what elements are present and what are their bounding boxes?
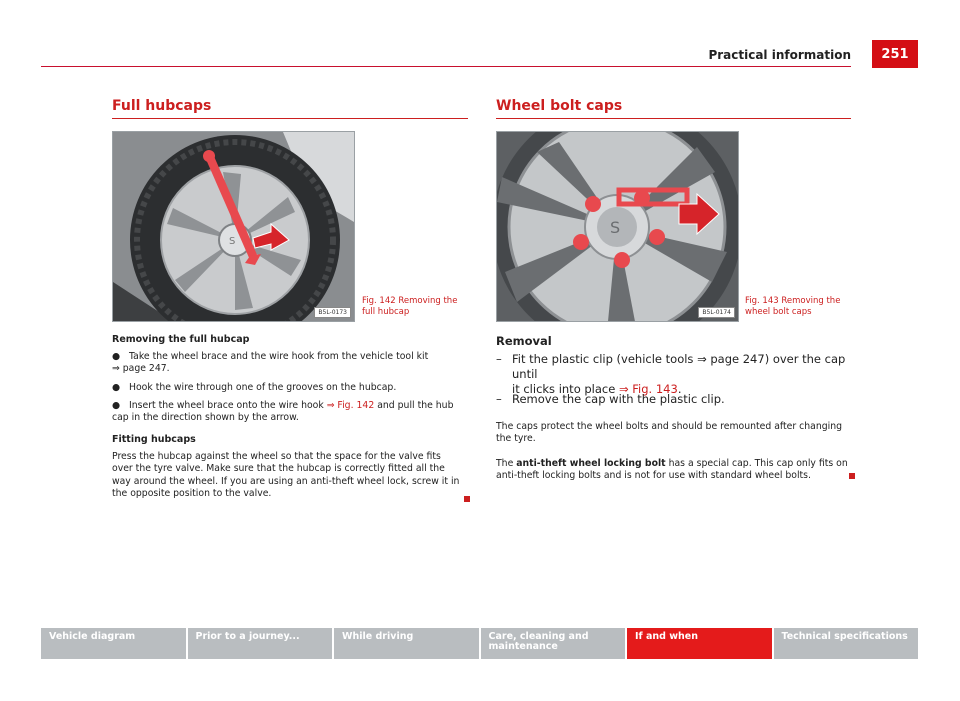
- step-dash: –: [496, 392, 502, 406]
- fitting-hubcaps-text: Press the hubcap against the wheel so that the space for the valve fits over the tyre valve. Make sure that the hubcap is correctly fitted all the way around the wheel. If you are using an anti-theft wheel lock, screw it in the opposite position to the valve.: [112, 451, 460, 500]
- bullet-icon: ●: [112, 382, 121, 393]
- hubcap-illustration: [113, 132, 354, 321]
- nav-tab-while-driving[interactable]: While driving: [334, 628, 479, 659]
- step-item: – Remove the cap with the plastic clip.: [496, 392, 725, 406]
- figure-reference-link[interactable]: ⇒ Fig. 142: [326, 400, 375, 411]
- section-end-mark: [849, 473, 855, 479]
- nav-tab-care-cleaning[interactable]: Care, cleaning and maintenance: [481, 628, 626, 659]
- header-rule: [41, 66, 851, 67]
- figure-143-caption: Fig. 143 Removing the wheel bolt caps: [745, 296, 841, 317]
- nav-tab-vehicle-diagram[interactable]: Vehicle diagram: [41, 628, 186, 659]
- svg-text:S: S: [229, 236, 236, 247]
- section-end-mark: [464, 496, 470, 502]
- fitting-hubcaps-heading: Fitting hubcaps: [112, 434, 196, 445]
- nav-tab-if-and-when[interactable]: If and when: [627, 628, 772, 659]
- chapter-navigation-bar: [41, 628, 918, 659]
- section-rule: [112, 118, 468, 119]
- removing-hubcap-heading: Removing the full hubcap: [112, 334, 250, 345]
- figure-code: B5L-0174: [698, 307, 735, 318]
- figure-reference-link[interactable]: ⇒ Fig. 143: [618, 382, 678, 396]
- step-item: – Fit the plastic clip (vehicle tools ⇒ page 247) over the cap until it clicks into place ⇒ Fig. 143.: [496, 352, 846, 396]
- figure-code: B5L-0173: [314, 307, 351, 318]
- section-rule: [496, 118, 851, 119]
- section-title-full-hubcaps: Full hubcaps: [112, 98, 212, 114]
- bullet-icon: ●: [112, 351, 121, 362]
- removal-heading: Removal: [496, 334, 552, 348]
- page-number: 251: [872, 40, 918, 68]
- bolt-cap-illustration: [497, 132, 738, 321]
- bullet-icon: ●: [112, 400, 121, 411]
- figure-142-caption: Fig. 142 Removing the full hubcap: [362, 296, 458, 317]
- bullet-item: ● Take the wheel brace and the wire hook from the vehicle tool kit ⇒ page 247.: [112, 351, 429, 375]
- bolt-caps-note: The caps protect the wheel bolts and should be remounted after changing the tyre.: [496, 421, 843, 445]
- nav-tab-prior-to-journey[interactable]: Prior to a journey...: [188, 628, 333, 659]
- section-title-wheel-bolt-caps: Wheel bolt caps: [496, 98, 623, 114]
- chapter-title: Practical information: [708, 48, 851, 62]
- figure-143-bolt-cap-removal: [496, 131, 739, 322]
- bullet-item: ● Insert the wheel brace onto the wire hook ⇒ Fig. 142 and pull the hub cap in the direction shown by the arrow.: [112, 400, 454, 424]
- bullet-item: ● Hook the wire through one of the grooves on the hubcap.: [112, 382, 397, 393]
- nav-tab-technical-specifications[interactable]: Technical specifications: [774, 628, 919, 659]
- anti-theft-note: The anti-theft wheel locking bolt has a special cap. This cap only fits on anti-theft locking bolts and is not for use with standard wheel bolts.: [496, 458, 848, 482]
- figure-142-hubcap-removal: [112, 131, 355, 322]
- step-dash: –: [496, 352, 502, 366]
- svg-text:S: S: [610, 218, 621, 237]
